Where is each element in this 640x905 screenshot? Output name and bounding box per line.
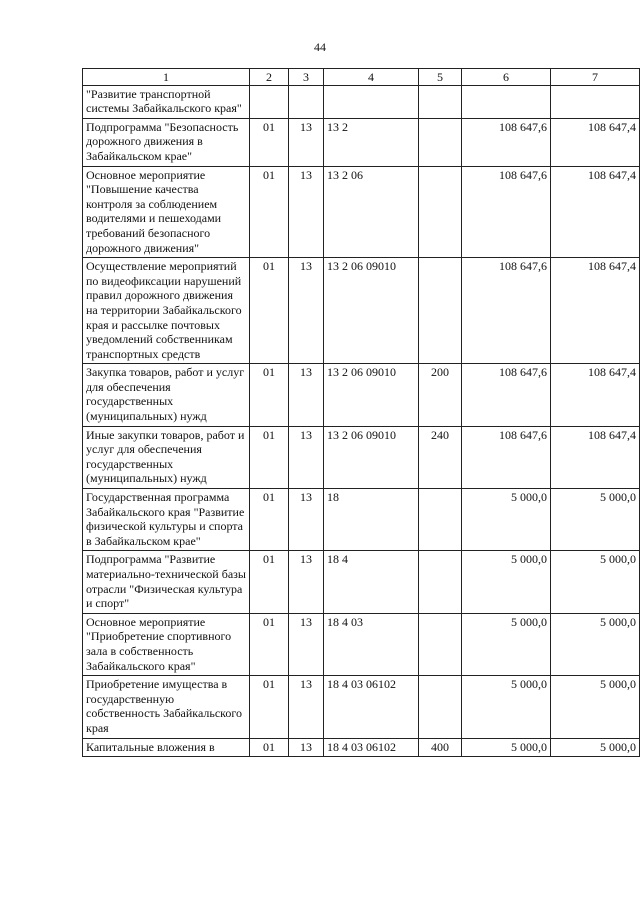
table-row — [83, 118, 640, 166]
cell-name: Приобретение имущества в государственную собственность Забайкальского края — [83, 676, 250, 738]
cell-amount-1: 5 000,0 — [462, 676, 551, 738]
cell-amount-2: 108 647,4 — [551, 426, 640, 488]
cell-amount-1: 108 647,6 — [462, 258, 551, 364]
cell-amount-2 — [551, 85, 640, 118]
cell-amount-1: 5 000,0 — [462, 489, 551, 551]
cell-amount-1: 5 000,0 — [462, 551, 551, 613]
cell-target-article: 13 2 06 09010 — [324, 364, 419, 426]
cell-subsection: 13 — [289, 489, 324, 551]
cell-amount-2: 108 647,4 — [551, 118, 640, 166]
cell-name: Основное мероприятие "Приобретение спортивного зала в собственность Забайкальского края" — [83, 613, 250, 675]
col-header-3: 3 — [289, 69, 324, 86]
cell-amount-1: 108 647,6 — [462, 166, 551, 258]
cell-target-article: 18 4 03 06102 — [324, 738, 419, 757]
cell-name: Основное мероприятие "Повышение качества контроля за соблюдением водителями и пешеходами требований безопасного дорожного движения" — [83, 166, 250, 258]
col-header-2: 2 — [250, 69, 289, 86]
cell-expense-type: 200 — [419, 364, 462, 426]
col-header-5: 5 — [419, 69, 462, 86]
cell-name: Государственная программа Забайкальского края "Развитие физической культуры и спорта в Забайкальском крае" — [83, 489, 250, 551]
cell-expense-type — [419, 613, 462, 675]
cell-amount-1 — [462, 85, 551, 118]
table-row — [83, 85, 640, 118]
cell-expense-type: 240 — [419, 426, 462, 488]
cell-target-article — [324, 85, 419, 118]
table-row — [83, 738, 640, 757]
cell-subsection: 13 — [289, 738, 324, 757]
cell-amount-1: 108 647,6 — [462, 364, 551, 426]
table-header-row — [83, 69, 640, 86]
cell-amount-2: 108 647,4 — [551, 364, 640, 426]
cell-name: Осуществление мероприятий по видеофиксации нарушений правил дорожного движения на территории Забайкальского края и рассылке почтовых уведомлений собственникам транспортных средств — [83, 258, 250, 364]
cell-subsection: 13 — [289, 258, 324, 364]
page-number: 44 — [314, 40, 326, 54]
table-row — [83, 676, 640, 738]
cell-subsection: 13 — [289, 166, 324, 258]
cell-amount-2: 108 647,4 — [551, 166, 640, 258]
cell-target-article: 13 2 06 09010 — [324, 258, 419, 364]
cell-target-article: 18 4 03 — [324, 613, 419, 675]
cell-amount-2: 108 647,4 — [551, 258, 640, 364]
cell-section: 01 — [250, 489, 289, 551]
table-row — [83, 258, 640, 364]
cell-amount-2: 5 000,0 — [551, 551, 640, 613]
cell-target-article: 13 2 06 — [324, 166, 419, 258]
cell-target-article: 18 — [324, 489, 419, 551]
col-header-1: 1 — [83, 69, 250, 86]
cell-expense-type — [419, 166, 462, 258]
table-row — [83, 166, 640, 258]
table-row — [83, 364, 640, 426]
cell-section: 01 — [250, 364, 289, 426]
cell-amount-2: 5 000,0 — [551, 489, 640, 551]
cell-section: 01 — [250, 258, 289, 364]
col-header-4: 4 — [324, 69, 419, 86]
cell-subsection: 13 — [289, 551, 324, 613]
cell-target-article: 18 4 03 06102 — [324, 676, 419, 738]
cell-expense-type — [419, 118, 462, 166]
col-header-7: 7 — [551, 69, 640, 86]
cell-subsection: 13 — [289, 364, 324, 426]
cell-amount-1: 5 000,0 — [462, 738, 551, 757]
cell-section: 01 — [250, 676, 289, 738]
cell-target-article: 18 4 — [324, 551, 419, 613]
cell-section — [250, 85, 289, 118]
cell-subsection: 13 — [289, 613, 324, 675]
cell-expense-type: 400 — [419, 738, 462, 757]
table-row — [83, 613, 640, 675]
cell-subsection — [289, 85, 324, 118]
col-header-6: 6 — [462, 69, 551, 86]
cell-expense-type — [419, 489, 462, 551]
cell-amount-1: 5 000,0 — [462, 613, 551, 675]
cell-section: 01 — [250, 738, 289, 757]
table-row — [83, 426, 640, 488]
cell-section: 01 — [250, 551, 289, 613]
cell-name: "Развитие транспортной системы Забайкальского края" — [83, 85, 250, 118]
cell-name: Подпрограмма "Развитие материально-технической базы отрасли "Физическая культура и спорт" — [83, 551, 250, 613]
cell-amount-1: 108 647,6 — [462, 426, 551, 488]
cell-section: 01 — [250, 613, 289, 675]
cell-amount-2: 5 000,0 — [551, 738, 640, 757]
cell-subsection: 13 — [289, 118, 324, 166]
budget-table — [82, 68, 640, 757]
cell-expense-type — [419, 676, 462, 738]
cell-section: 01 — [250, 426, 289, 488]
cell-name: Иные закупки товаров, работ и услуг для обеспечения государственных (муниципальных) нужд — [83, 426, 250, 488]
cell-amount-2: 5 000,0 — [551, 676, 640, 738]
cell-amount-2: 5 000,0 — [551, 613, 640, 675]
table-row — [83, 489, 640, 551]
cell-subsection: 13 — [289, 676, 324, 738]
cell-section: 01 — [250, 118, 289, 166]
cell-expense-type — [419, 551, 462, 613]
cell-expense-type — [419, 85, 462, 118]
cell-section: 01 — [250, 166, 289, 258]
cell-name: Подпрограмма "Безопасность дорожного движения в Забайкальском крае" — [83, 118, 250, 166]
cell-target-article: 13 2 06 09010 — [324, 426, 419, 488]
cell-target-article: 13 2 — [324, 118, 419, 166]
cell-name: Капитальные вложения в — [83, 738, 250, 757]
cell-expense-type — [419, 258, 462, 364]
cell-amount-1: 108 647,6 — [462, 118, 551, 166]
table-row — [83, 551, 640, 613]
cell-name: Закупка товаров, работ и услуг для обеспечения государственных (муниципальных) нужд — [83, 364, 250, 426]
cell-subsection: 13 — [289, 426, 324, 488]
